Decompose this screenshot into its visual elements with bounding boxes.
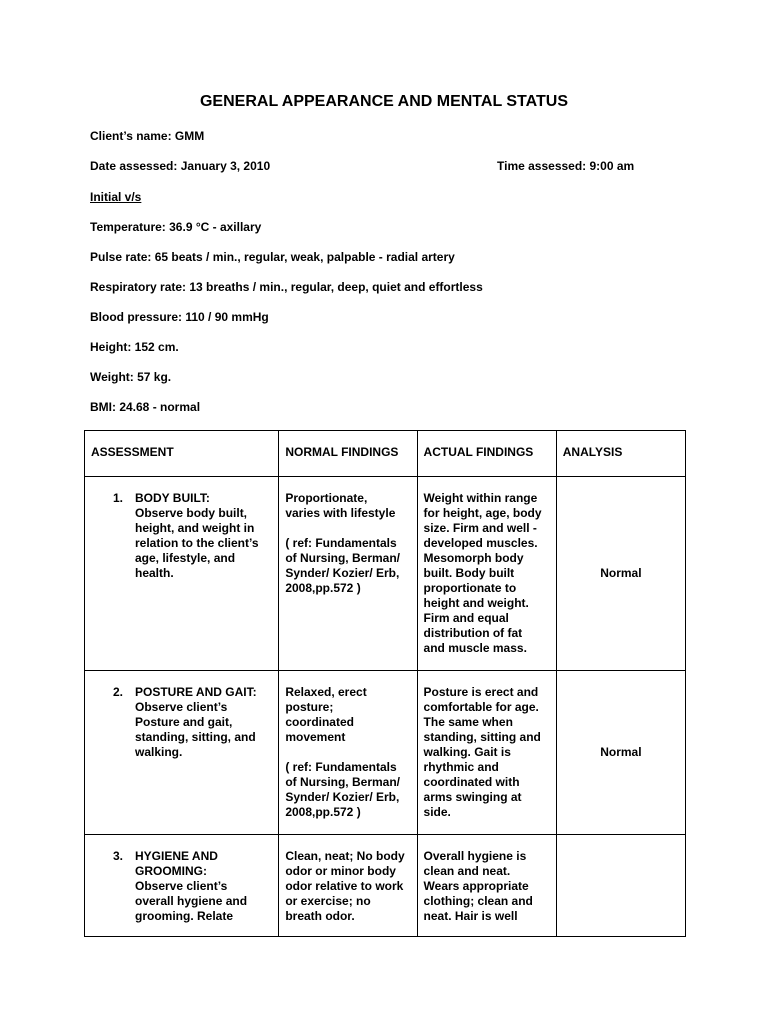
actual-findings-line: clean and neat. [423,864,511,878]
actual-findings-line: Wears appropriate [423,879,529,893]
actual-findings-line: walking. Gait is [423,745,511,759]
reference-line: Synder/ Kozier/ Erb, [285,566,400,580]
assessment-content [85,835,278,936]
item-number: 3. [113,849,124,863]
actual-findings-line: standing, sitting and [423,730,541,744]
normal-findings-line: posture; [285,700,334,714]
assessment-text-line: age, lifestyle, and [135,551,236,565]
actual-findings-cell [417,671,556,835]
normal-findings-line: odor or minor body [285,864,396,878]
assessment-item-heading [91,491,272,506]
actual-findings-line: Weight within range [423,491,538,505]
actual-findings-line: distribution of fat [423,626,523,640]
assessment-text-line: standing, sitting, and [135,730,256,744]
actual-findings-line: and muscle mass. [423,641,527,655]
actual-findings-line: neat. Hair is well [423,909,518,923]
time-assessed: Time assessed: 9:00 am [497,159,635,173]
analysis-value: Normal [600,745,642,759]
normal-findings-cell [279,835,417,937]
actual-findings-line: The same when [423,715,513,729]
normal-findings-line: or exercise; no [285,894,371,908]
spacer [285,521,410,536]
actual-findings-line: Firm and equal [423,611,509,625]
table-row [85,477,686,671]
header-assessment: ASSESSMENT [91,445,174,459]
item-number: 2. [113,685,124,699]
analysis-cell [556,671,685,835]
reference-line: 2008,pp.572 ) [285,581,361,595]
actual-findings-line: developed muscles. [423,536,538,550]
normal-findings-line: Proportionate, [285,491,368,505]
header-cell [85,431,279,477]
assessment-text-line: relation to the client’s [135,536,259,550]
normal-findings-cell [279,671,417,835]
table-row [85,835,686,937]
actual-findings-line: height and weight. [423,596,529,610]
item-number: 1. [113,491,124,505]
weight: Weight: 57 kg. [90,370,172,384]
normal-findings-content [279,671,416,832]
actual-findings-line: arms swinging at [423,790,522,804]
actual-findings-line: proportionate to [423,581,517,595]
height: Height: 152 cm. [90,340,179,354]
normal-findings-line: Clean, neat; No body [285,849,405,863]
header-analysis: ANALYSIS [562,445,623,459]
actual-findings-line: for height, age, body [423,506,542,520]
item-title: HYGIENE AND [135,849,218,863]
assessment-text-line: walking. [135,745,183,759]
item-title: POSTURE AND GAIT: [135,685,257,699]
header-cell [556,431,685,477]
actual-findings-line: Mesomorph body [423,551,524,565]
normal-findings-line: odor relative to work [285,879,404,893]
table-header-row [85,431,686,477]
header-cell [417,431,556,477]
normal-findings-line: breath odor. [285,909,355,923]
reference-line: ( ref: Fundamentals [285,536,397,550]
actual-findings-line: Posture is erect and [423,685,539,699]
pulse-rate: Pulse rate: 65 beats / min., regular, weak, palpable - radial artery [90,250,455,264]
client-name: Client’s name: GMM [90,129,205,143]
analysis-cell [556,477,685,671]
normal-findings-content [279,477,416,608]
respiratory-rate: Respiratory rate: 13 breaths / min., regular, deep, quiet and effortless [90,280,483,294]
actual-findings-line: built. Body built [423,566,515,580]
header-cell [279,431,417,477]
normal-findings-line: coordinated [285,715,354,729]
normal-findings-line: movement [285,730,346,744]
table-row [85,671,686,835]
normal-findings-line: Relaxed, erect [285,685,367,699]
assessment-item-heading [91,685,272,700]
assessment-text-line: Posture and gait, [135,715,233,729]
bmi: BMI: 24.68 - normal [90,400,201,414]
normal-findings-line: varies with lifestyle [285,506,396,520]
reference-line: 2008,pp.572 ) [285,805,361,819]
actual-findings-line: Overall hygiene is [423,849,527,863]
actual-findings-content [418,835,556,936]
assessment-text-line: overall hygiene and [135,894,248,908]
normal-findings-content [279,835,416,936]
spacer [285,745,410,760]
header-actual-findings: ACTUAL FINDINGS [423,445,534,459]
temperature: Temperature: 36.9 °C - axillary [90,220,262,234]
actual-findings-line: size. Firm and well - [423,521,537,535]
assessment-cell [85,835,279,937]
actual-findings-line: coordinated with [423,775,520,789]
actual-findings-cell [417,835,556,937]
reference-line: of Nursing, Berman/ [285,775,400,789]
actual-findings-line: comfortable for age. [423,700,539,714]
initial-vs-heading: Initial v/s [90,190,142,204]
assessment-item-heading [91,849,272,864]
actual-findings-content [418,477,556,668]
assessment-table [84,430,686,937]
assessment-text-line: Observe body built, [135,506,248,520]
assessment-text-line: Observe client’s [135,700,228,714]
assessment-text-line: height, and weight in [135,521,255,535]
actual-findings-cell [417,477,556,671]
assessment-text-line: health. [135,566,174,580]
assessment-cell [85,671,279,835]
analysis-value: Normal [600,566,642,580]
item-title: BODY BUILT: [135,491,210,505]
item-title-continued: GROOMING: [135,864,207,878]
analysis-cell [556,835,685,937]
assessment-cell [85,477,279,671]
actual-findings-line: clothing; clean and [423,894,533,908]
assessment-text-line: grooming. Relate [135,909,234,923]
actual-findings-line: side. [423,805,451,819]
normal-findings-cell [279,477,417,671]
date-assessed: Date assessed: January 3, 2010 [90,159,271,173]
assessment-content [85,671,278,772]
actual-findings-content [418,671,556,832]
page-title: GENERAL APPEARANCE AND MENTAL STATUS [199,93,568,110]
reference-line: Synder/ Kozier/ Erb, [285,790,400,804]
assessment-text-line: Observe client’s [135,879,228,893]
reference-line: of Nursing, Berman/ [285,551,400,565]
reference-line: ( ref: Fundamentals [285,760,397,774]
blood-pressure: Blood pressure: 110 / 90 mmHg [90,310,269,324]
assessment-content [85,477,278,593]
actual-findings-line: rhythmic and [423,760,499,774]
header-normal-findings: NORMAL FINDINGS [285,445,399,459]
